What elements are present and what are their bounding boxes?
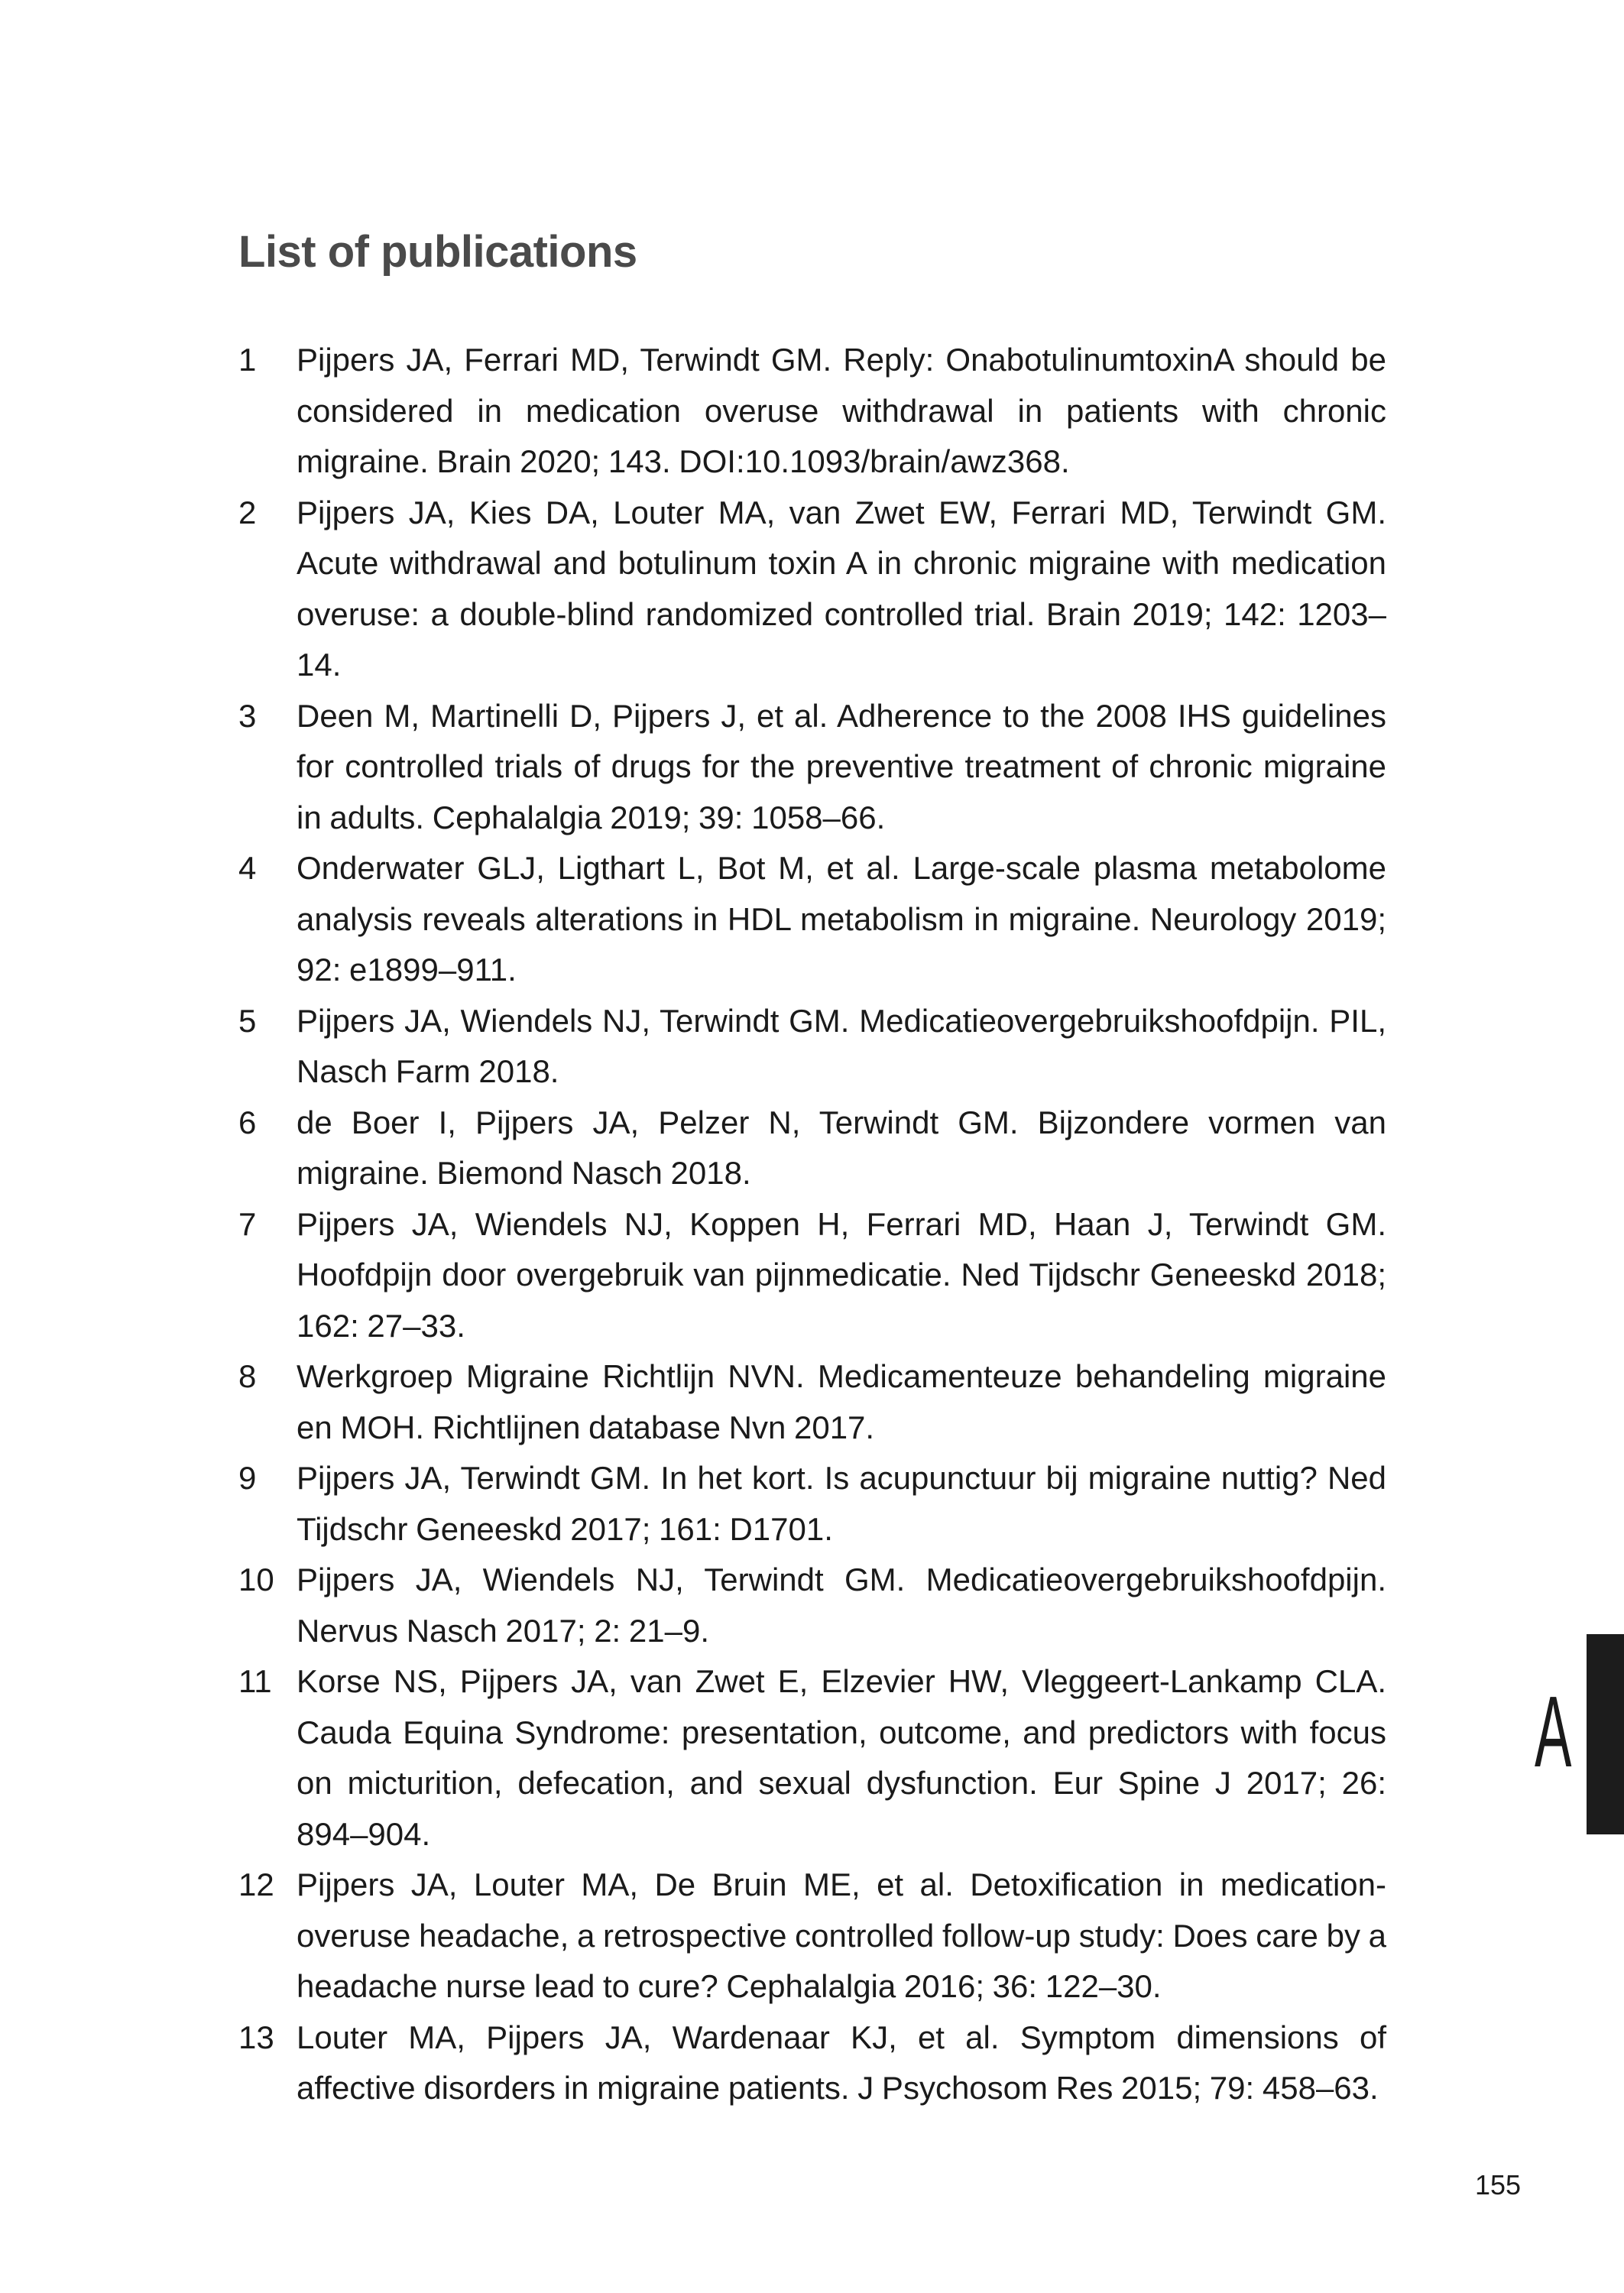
publication-citation: de Boer I, Pijpers JA, Pelzer N, Terwindt GM. Bijzondere vormen van migraine. Biemond Nasch 2018. [297,1104,1386,1191]
publication-number: 7 [238,1205,257,1242]
publication-citation: Pijpers JA, Wiendels NJ, Terwindt GM. Medicatieovergebruikshoofdpijn. PIL, Nasch Farm 2018. [297,1002,1386,1089]
publication-citation: Pijpers JA, Ferrari MD, Terwindt GM. Reply: OnabotulinumtoxinA should be considered in medication overuse withdrawal in patients with chronic migraine. Brain 2020; 143. DOI:10.1093/brain/awz368. [297,342,1386,479]
list-item [238,488,1386,691]
publication-citation: Pijpers JA, Wiendels NJ, Koppen H, Ferrari MD, Haan J, Terwindt GM. Hoofdpijn door overgebruik van pijnmedicatie. Ned Tijdschr Geneeskd 2018; 162: 27–33. [297,1205,1386,1344]
publication-citation: Pijpers JA, Wiendels NJ, Terwindt GM. Medicatieovergebruikshoofdpijn. Nervus Nasch 2017; 2: 21–9. [297,1562,1386,1649]
publication-citation: Pijpers JA, Terwindt GM. In het kort. Is acupunctuur bij migraine nuttig? Ned Tijdschr Geneeskd 2017; 161: D1701. [297,1460,1386,1547]
publication-citation: Louter MA, Pijpers JA, Wardenaar KJ, et al. Symptom dimensions of affective disorders in migraine patients. J Psychosom Res 2015; 79: 458–63. [297,2019,1386,2106]
publication-number: 6 [238,1104,257,1140]
list-item [238,2012,1386,2114]
list-item [238,843,1386,996]
publication-citation: Pijpers JA, Louter MA, De Bruin ME, et al. Detoxification in medication-overuse headache, a retrospective controlled follow-up study: Does care by a headache nurse lead to cure? Cephalalgia 2016; 36: 122–30. [297,1867,1386,2004]
publication-list [238,335,1386,2114]
list-item [238,1453,1386,1555]
list-item [238,1860,1386,2012]
publication-citation: Korse NS, Pijpers JA, van Zwet E, Elzevier HW, Vleggeert-Lankamp CLA. Cauda Equina Syndrome: presentation, outcome, and predictors with focus on micturition, defecation, and sexual dysfunction. Eur Spine J 2017; 26: 894–904. [297,1663,1386,1852]
list-item [238,996,1386,1098]
publication-number: 11 [238,1663,272,1699]
list-item [238,1656,1386,1860]
list-item [238,1351,1386,1453]
publication-number: 1 [238,342,257,378]
publication-number: 5 [238,1002,257,1039]
publication-citation: Deen M, Martinelli D, Pijpers J, et al. Adherence to the 2008 IHS guidelines for controlled trials of drugs for the preventive treatment of chronic migraine in adults. Cephalalgia 2019; 39: 1058–66. [297,697,1386,835]
section-tab-marker [1587,1634,1624,1834]
publication-number: 10 [238,1562,274,1597]
publication-citation: Werkgroep Migraine Richtlijn NVN. Medicamenteuze behandeling migraine en MOH. Richtlijnen database Nvn 2017. [297,1358,1386,1445]
list-item [238,1555,1386,1656]
publication-number: 13 [238,2019,274,2055]
page-number: 155 [1475,2169,1522,2201]
publication-number: 2 [238,494,257,530]
page-title: List of publications [238,227,637,277]
list-item [238,691,1386,844]
publication-number: 8 [238,1358,257,1394]
publication-number: 4 [238,850,257,886]
list-item [238,1199,1386,1352]
publication-citation: Pijpers JA, Kies DA, Louter MA, van Zwet EW, Ferrari MD, Terwindt GM. Acute withdrawal and botulinum toxin A in chronic migraine with medication overuse: a double-blind randomized controlled trial. Brain 2019; 142: 1203–14. [297,494,1386,683]
list-item [238,1098,1386,1199]
publication-number: 9 [238,1460,257,1496]
section-tab-letter: A [1535,1675,1572,1788]
publication-number: 3 [238,697,257,734]
publication-number: 12 [238,1867,274,1902]
publication-citation: Onderwater GLJ, Ligthart L, Bot M, et al. Large-scale plasma metabolome analysis reveals alterations in HDL metabolism in migraine. Neurology 2019; 92: e1899–911. [297,850,1386,988]
list-item [238,335,1386,488]
